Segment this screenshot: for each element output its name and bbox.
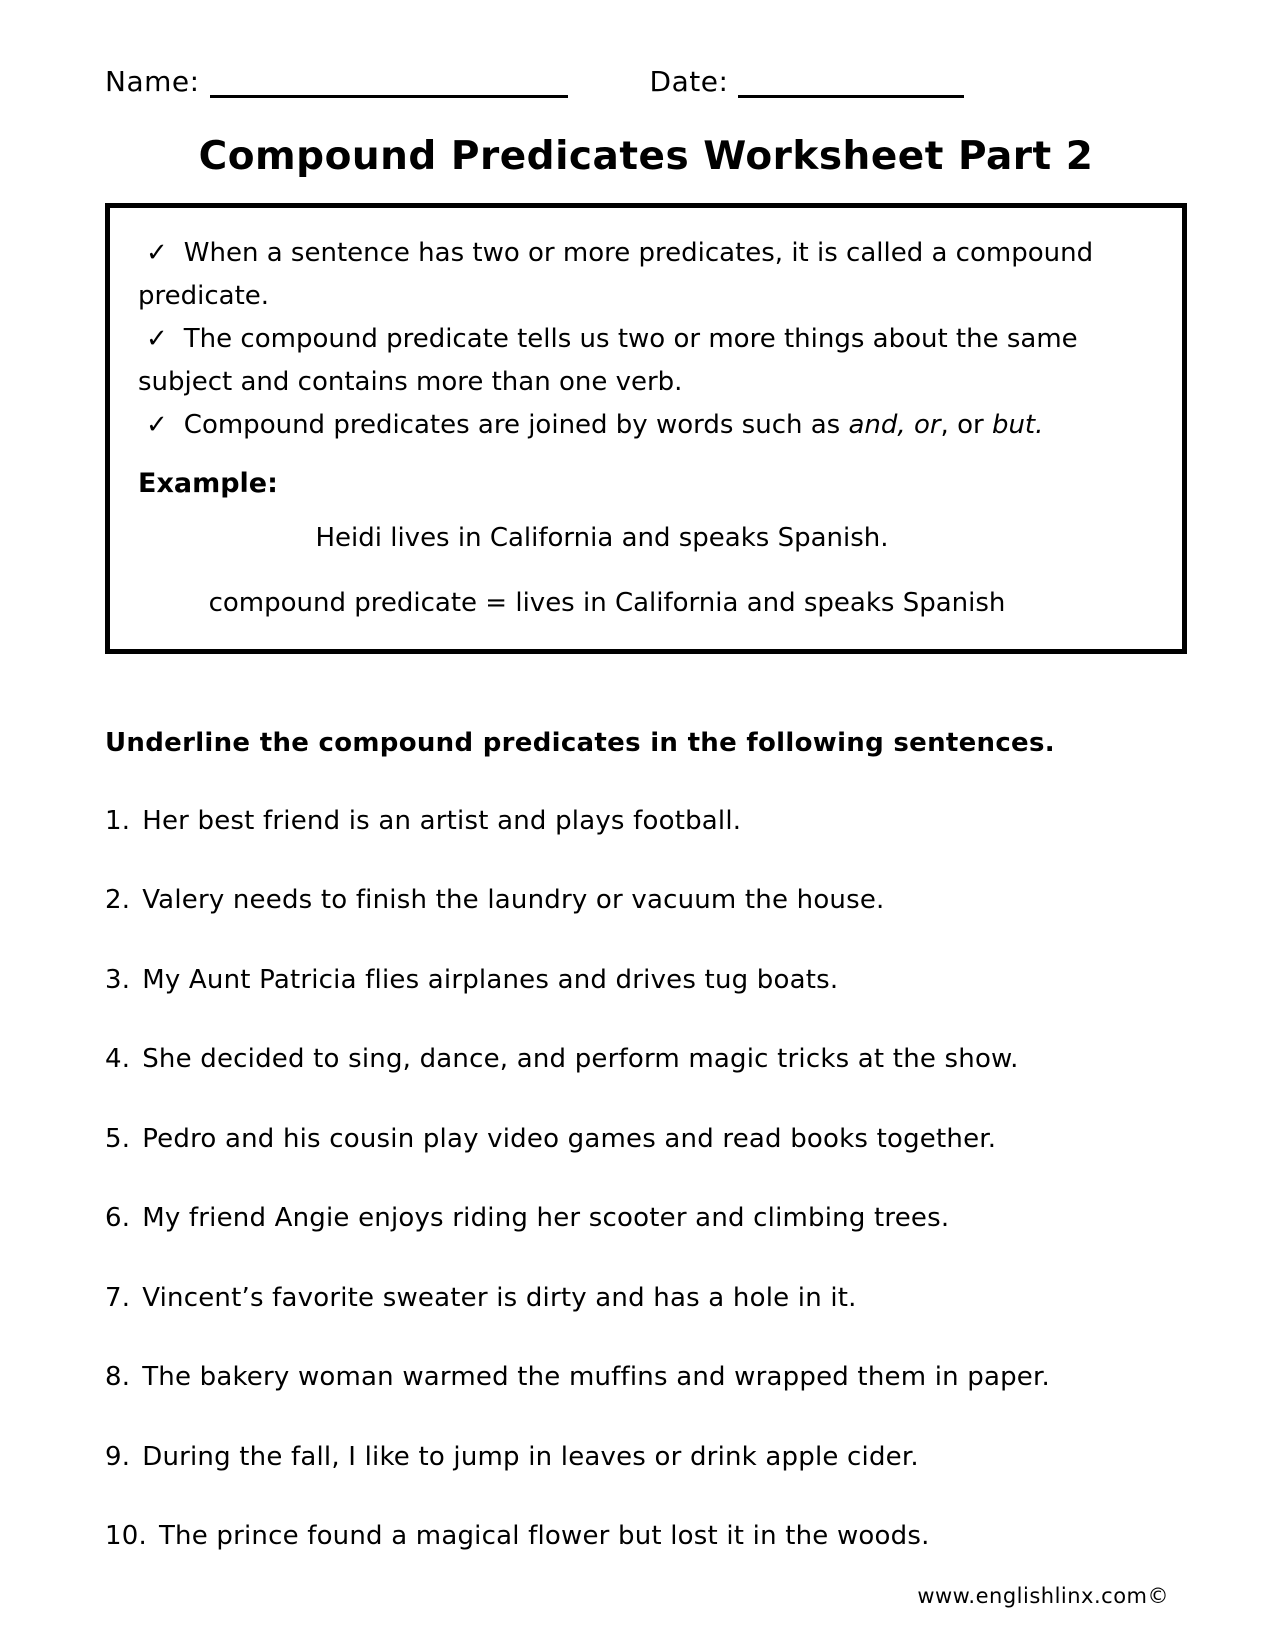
- instructions: Underline the compound predicates in the following sentences.: [105, 727, 1055, 758]
- sentence-number: 8.: [105, 1362, 131, 1393]
- conjunction-italic: and, or: [848, 409, 941, 440]
- sentence-item-2: [105, 884, 1187, 917]
- definition-box: [105, 203, 1187, 654]
- sentence-item-5: [105, 1123, 1187, 1156]
- bullet-text: Compound predicates are joined by words such as and, or, or but.: [183, 409, 1044, 440]
- sentence-text[interactable]: During the fall, I like to jump in leaves or drink apple cider.: [142, 1441, 919, 1472]
- sentence-number: 9.: [105, 1441, 131, 1472]
- sentence-number: 1.: [105, 805, 131, 836]
- sentence-item-4: [105, 1043, 1187, 1076]
- sentence-text[interactable]: She decided to sing, dance, and perform magic tricks at the show.: [142, 1044, 1019, 1075]
- sentence-text[interactable]: Vincent’s favorite sweater is dirty and has a hole in it.: [142, 1282, 857, 1313]
- name-input-line[interactable]: [210, 64, 568, 98]
- date-input-line[interactable]: [738, 64, 964, 98]
- bullet-text: When a sentence has two or more predicates, it is called a compound predicate.: [138, 238, 1094, 311]
- sentence-text[interactable]: The bakery woman warmed the muffins and wrapped them in paper.: [142, 1362, 1050, 1393]
- sentence-text[interactable]: My Aunt Patricia flies airplanes and drives tug boats.: [142, 964, 839, 995]
- sentence-text[interactable]: My friend Angie enjoys riding her scooter and climbing trees.: [142, 1203, 950, 1234]
- sentence-text[interactable]: The prince found a magical flower but lost it in the woods.: [158, 1521, 930, 1552]
- sentence-number: 4.: [105, 1044, 131, 1075]
- sentence-number: 6.: [105, 1203, 131, 1234]
- sentence-number: 5.: [105, 1123, 131, 1154]
- sentence-text[interactable]: Her best friend is an artist and plays football.: [142, 805, 742, 836]
- footer-credit: www.englishlinx.com©: [917, 1584, 1169, 1608]
- bullet-text: The compound predicate tells us two or more things about the same subject and contains more than one verb.: [138, 323, 1078, 397]
- date-label: Date:: [649, 65, 729, 98]
- sentence-number: 3.: [105, 964, 131, 995]
- example-answer: compound predicate = lives in California and speaks Spanish: [208, 587, 1006, 618]
- example-sentence: Heidi lives in California and speaks Spanish.: [315, 523, 889, 553]
- definition-bullet: [138, 404, 1156, 447]
- sentence-item-9: [105, 1441, 1187, 1474]
- sentence-text[interactable]: Pedro and his cousin play video games and read books together.: [142, 1123, 997, 1154]
- example-label: Example:: [138, 468, 278, 500]
- page-title: Compound Predicates Worksheet Part 2: [198, 134, 1094, 179]
- sentence-number: 10.: [105, 1521, 147, 1552]
- sentence-item-10: [105, 1520, 1187, 1553]
- name-label: Name:: [105, 65, 200, 98]
- sentence-number: 7.: [105, 1282, 131, 1313]
- sentence-item-8: [105, 1361, 1187, 1394]
- definition-bullet: [138, 232, 1156, 318]
- sentence-number: 2.: [105, 885, 131, 916]
- checkmark-icon: ✓: [146, 323, 168, 354]
- sentence-item-1: [105, 805, 1187, 838]
- sentence-item-6: [105, 1202, 1187, 1235]
- checkmark-icon: ✓: [146, 238, 168, 268]
- sentence-item-7: [105, 1282, 1187, 1315]
- checkmark-icon: ✓: [146, 409, 168, 440]
- sentence-text[interactable]: Valery needs to finish the laundry or vacuum the house.: [142, 885, 885, 916]
- definition-bullet: [138, 318, 1156, 404]
- header: [105, 64, 1187, 98]
- conjunction-italic: but.: [991, 409, 1044, 440]
- sentence-item-3: [105, 964, 1187, 997]
